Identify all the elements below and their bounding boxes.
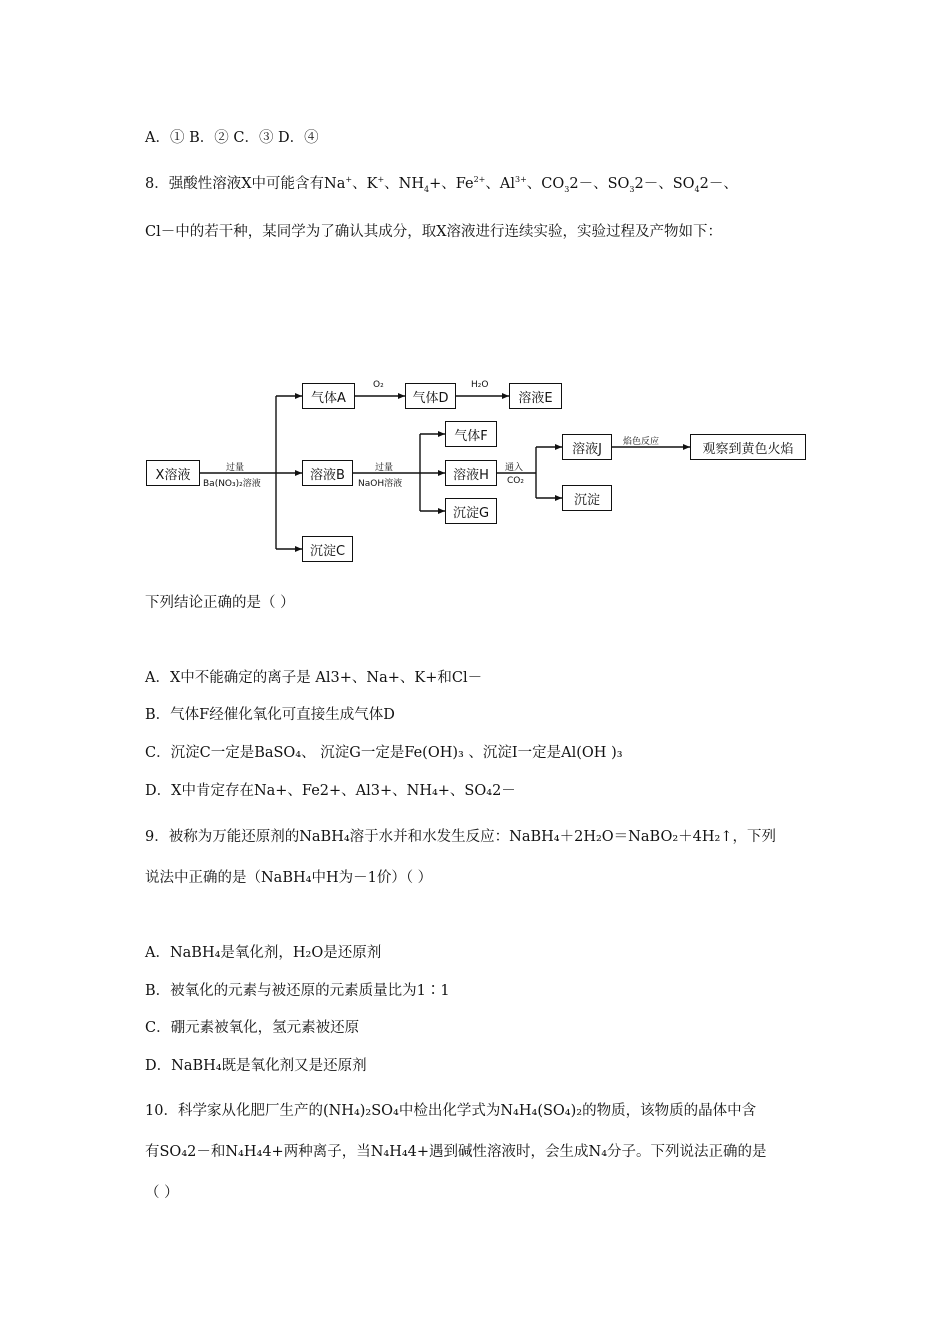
q8-stem-h: 2－、SO	[634, 176, 695, 192]
label-o2: O₂	[373, 380, 384, 390]
q8-stem-line2: Cl－中的若干种，某同学为了确认其成分，取X溶液进行连续实验，实验过程及产物如下：	[145, 224, 723, 240]
box-x-solution: X溶液	[146, 460, 200, 486]
label-excess-2: 过量	[375, 463, 394, 473]
q10-stem-line2: 有SO₄2－和N₄H₄4+两种离子，当N₄H₄4+遇到碱性溶液时，会生成N₄分子。下列说法正确的是	[145, 1144, 767, 1160]
box-gas-f: 气体F	[445, 421, 497, 447]
label-co2: CO₂	[507, 476, 524, 486]
q8-stem-line1: 8．强酸性溶液X中可能含有Na+、K+、$NH_4+$、$Fe^{2+}$、$Al^{3+}$、$CO_32-$、$SO_32-$、$SO_42-$、	[145, 175, 738, 194]
q8-question: 下列结论正确的是（ ）	[145, 595, 295, 611]
q8-stem-c: 、NH	[384, 176, 424, 192]
box-precipitate-c: 沉淀C	[302, 536, 353, 562]
q9-option-a: A．NaBH₄是氧化剂，H₂O是还原剂	[145, 945, 382, 961]
q8-stem-d: +、Fe	[429, 176, 474, 192]
box-solution-e: 溶液E	[509, 383, 562, 409]
box-gas-a: 气体A	[302, 383, 355, 409]
q9-stem-line1: 9．被称为万能还原剂的NaBH₄溶于水并和水发生反应：NaBH₄＋2H₂O＝NaBO₂＋4H₂↑，下列	[145, 829, 776, 845]
label-pass-in: 通入	[505, 463, 524, 473]
box-solution-b: 溶液B	[302, 460, 353, 486]
box-precipitate: 沉淀	[562, 485, 612, 511]
box-precipitate-g: 沉淀G	[445, 498, 497, 524]
label-excess-1: 过量	[226, 463, 245, 473]
q8-option-a: A．X中不能确定的离子是 Al3+、Na+、K+和Cl－	[145, 670, 483, 686]
q8-stem-i: 2－、	[699, 176, 738, 192]
box-yellow-flame: 观察到黄色火焰	[690, 434, 806, 460]
q9-option-b: B．被氧化的元素与被还原的元素质量比为1∶1	[145, 983, 450, 999]
q8-stem-b: 、K	[352, 176, 378, 192]
q7-options: A．① B．② C．③ D．④	[145, 130, 319, 146]
box-solution-h: 溶液H	[445, 460, 497, 486]
q8-stem-f: 、CO	[526, 176, 565, 192]
box-gas-d: 气体D	[405, 383, 456, 409]
q9-option-d: D．NaBH₄既是氧化剂又是还原剂	[145, 1058, 367, 1074]
q8-stem-a: 8．强酸性溶液X中可能含有Na	[145, 176, 346, 192]
q8-stem-e: 、Al	[485, 176, 515, 192]
q10-stem-line3: （ ）	[145, 1185, 179, 1201]
q9-stem-line2: 说法中正确的是（NaBH₄中H为－1价）（ ）	[145, 870, 433, 886]
q8-option-c: C．沉淀C一定是BaSO₄、 沉淀G一定是Fe(OH)₃ 、沉淀I一定是Al(OH )₃	[145, 745, 623, 761]
q10-stem-line1: 10．科学家从化肥厂生产的(NH₄)₂SO₄中检出化学式为N₄H₄(SO₄)₂的物质，该物质的晶体中含	[145, 1103, 757, 1119]
q8-option-b: B．气体F经催化氧化可直接生成气体D	[145, 707, 395, 723]
q9-option-c: C．硼元素被氧化，氢元素被还原	[145, 1020, 360, 1036]
label-flame-test: 焰色反应	[623, 437, 660, 447]
q8-stem-g: 2－、SO	[569, 176, 630, 192]
label-h2o: H₂O	[471, 380, 489, 390]
label-naoh: NaOH溶液	[358, 479, 403, 489]
q8-option-d: D．X中肯定存在Na+、Fe2+、Al3+、NH₄+、SO₄2－	[145, 783, 516, 799]
box-solution-j: 溶液J	[562, 434, 612, 460]
label-ba-nitrate: Ba(NO₃)₂溶液	[203, 479, 261, 489]
